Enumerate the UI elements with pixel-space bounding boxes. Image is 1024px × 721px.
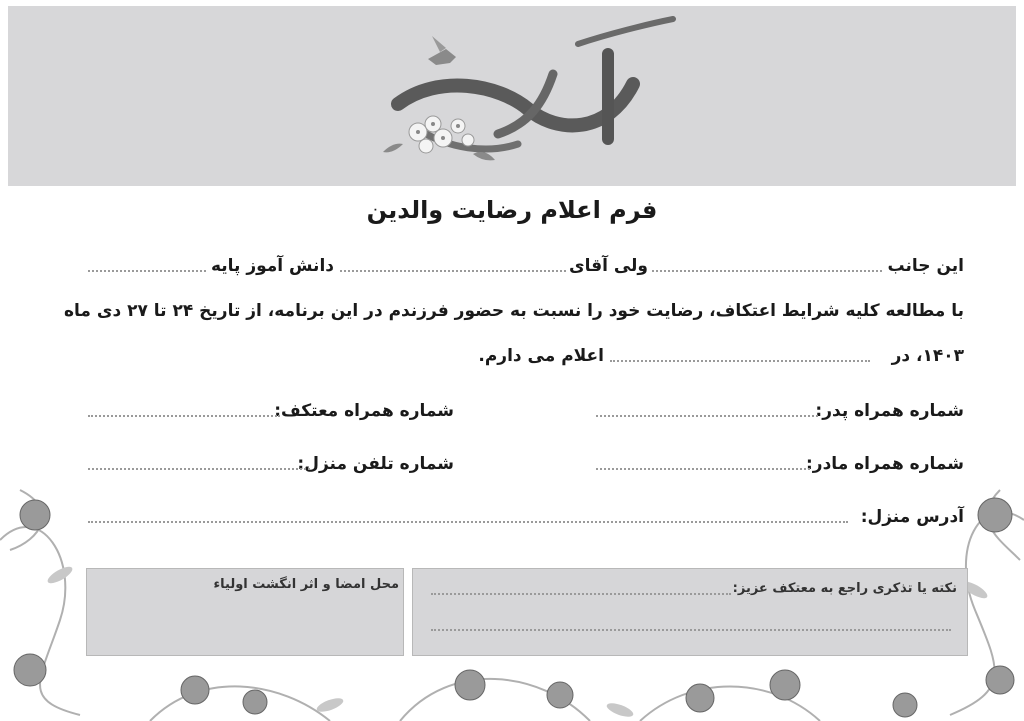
- year-label: ۱۴۰۳، در: [891, 346, 964, 366]
- note-label: نکته یا تذکری راجع به معتکف عزیز:: [732, 581, 957, 596]
- participant-phone-label: شماره همراه معتکف:: [274, 401, 454, 421]
- form-title: فرم اعلام رضایت والدین: [366, 196, 658, 224]
- consent-text: با مطالعه کلیه شرایط اعتکاف، رضایت خود را نسبت به حضور فرزندم در این برنامه، از تاریخ ۲۴ تا ۲۷ دی ماه: [64, 301, 964, 321]
- declare-label: اعلام می دارم.: [478, 346, 604, 366]
- home-address-label: آدرس منزل:: [860, 507, 964, 527]
- header-banner: [8, 6, 1016, 186]
- location-field[interactable]: [610, 360, 870, 362]
- father-phone-field[interactable]: [596, 415, 818, 417]
- i-label: این جانب: [887, 256, 964, 276]
- home-address-field[interactable]: [88, 521, 848, 523]
- name-field[interactable]: [652, 270, 882, 272]
- mother-phone-label: شماره همراه مادر:: [806, 454, 964, 474]
- note-box[interactable]: [412, 568, 968, 656]
- mother-phone-field[interactable]: [596, 468, 810, 470]
- signature-box[interactable]: [86, 568, 404, 656]
- participant-phone-field[interactable]: [88, 415, 280, 417]
- father-phone-label: شماره همراه پدر:: [815, 401, 964, 421]
- home-phone-field[interactable]: [88, 468, 310, 470]
- note-line-2: [431, 629, 951, 631]
- student-label: دانش آموز پایه: [210, 256, 334, 276]
- guardian-name-field[interactable]: [340, 270, 566, 272]
- note-line-1: [431, 593, 731, 595]
- grade-field[interactable]: [88, 270, 206, 272]
- calligraphy-logo: [378, 14, 678, 179]
- home-phone-label: شماره تلفن منزل:: [297, 454, 454, 474]
- signature-label: محل امضا و اثر انگشت اولیاء: [213, 577, 399, 592]
- guardian-label: ولی آقای: [569, 256, 648, 276]
